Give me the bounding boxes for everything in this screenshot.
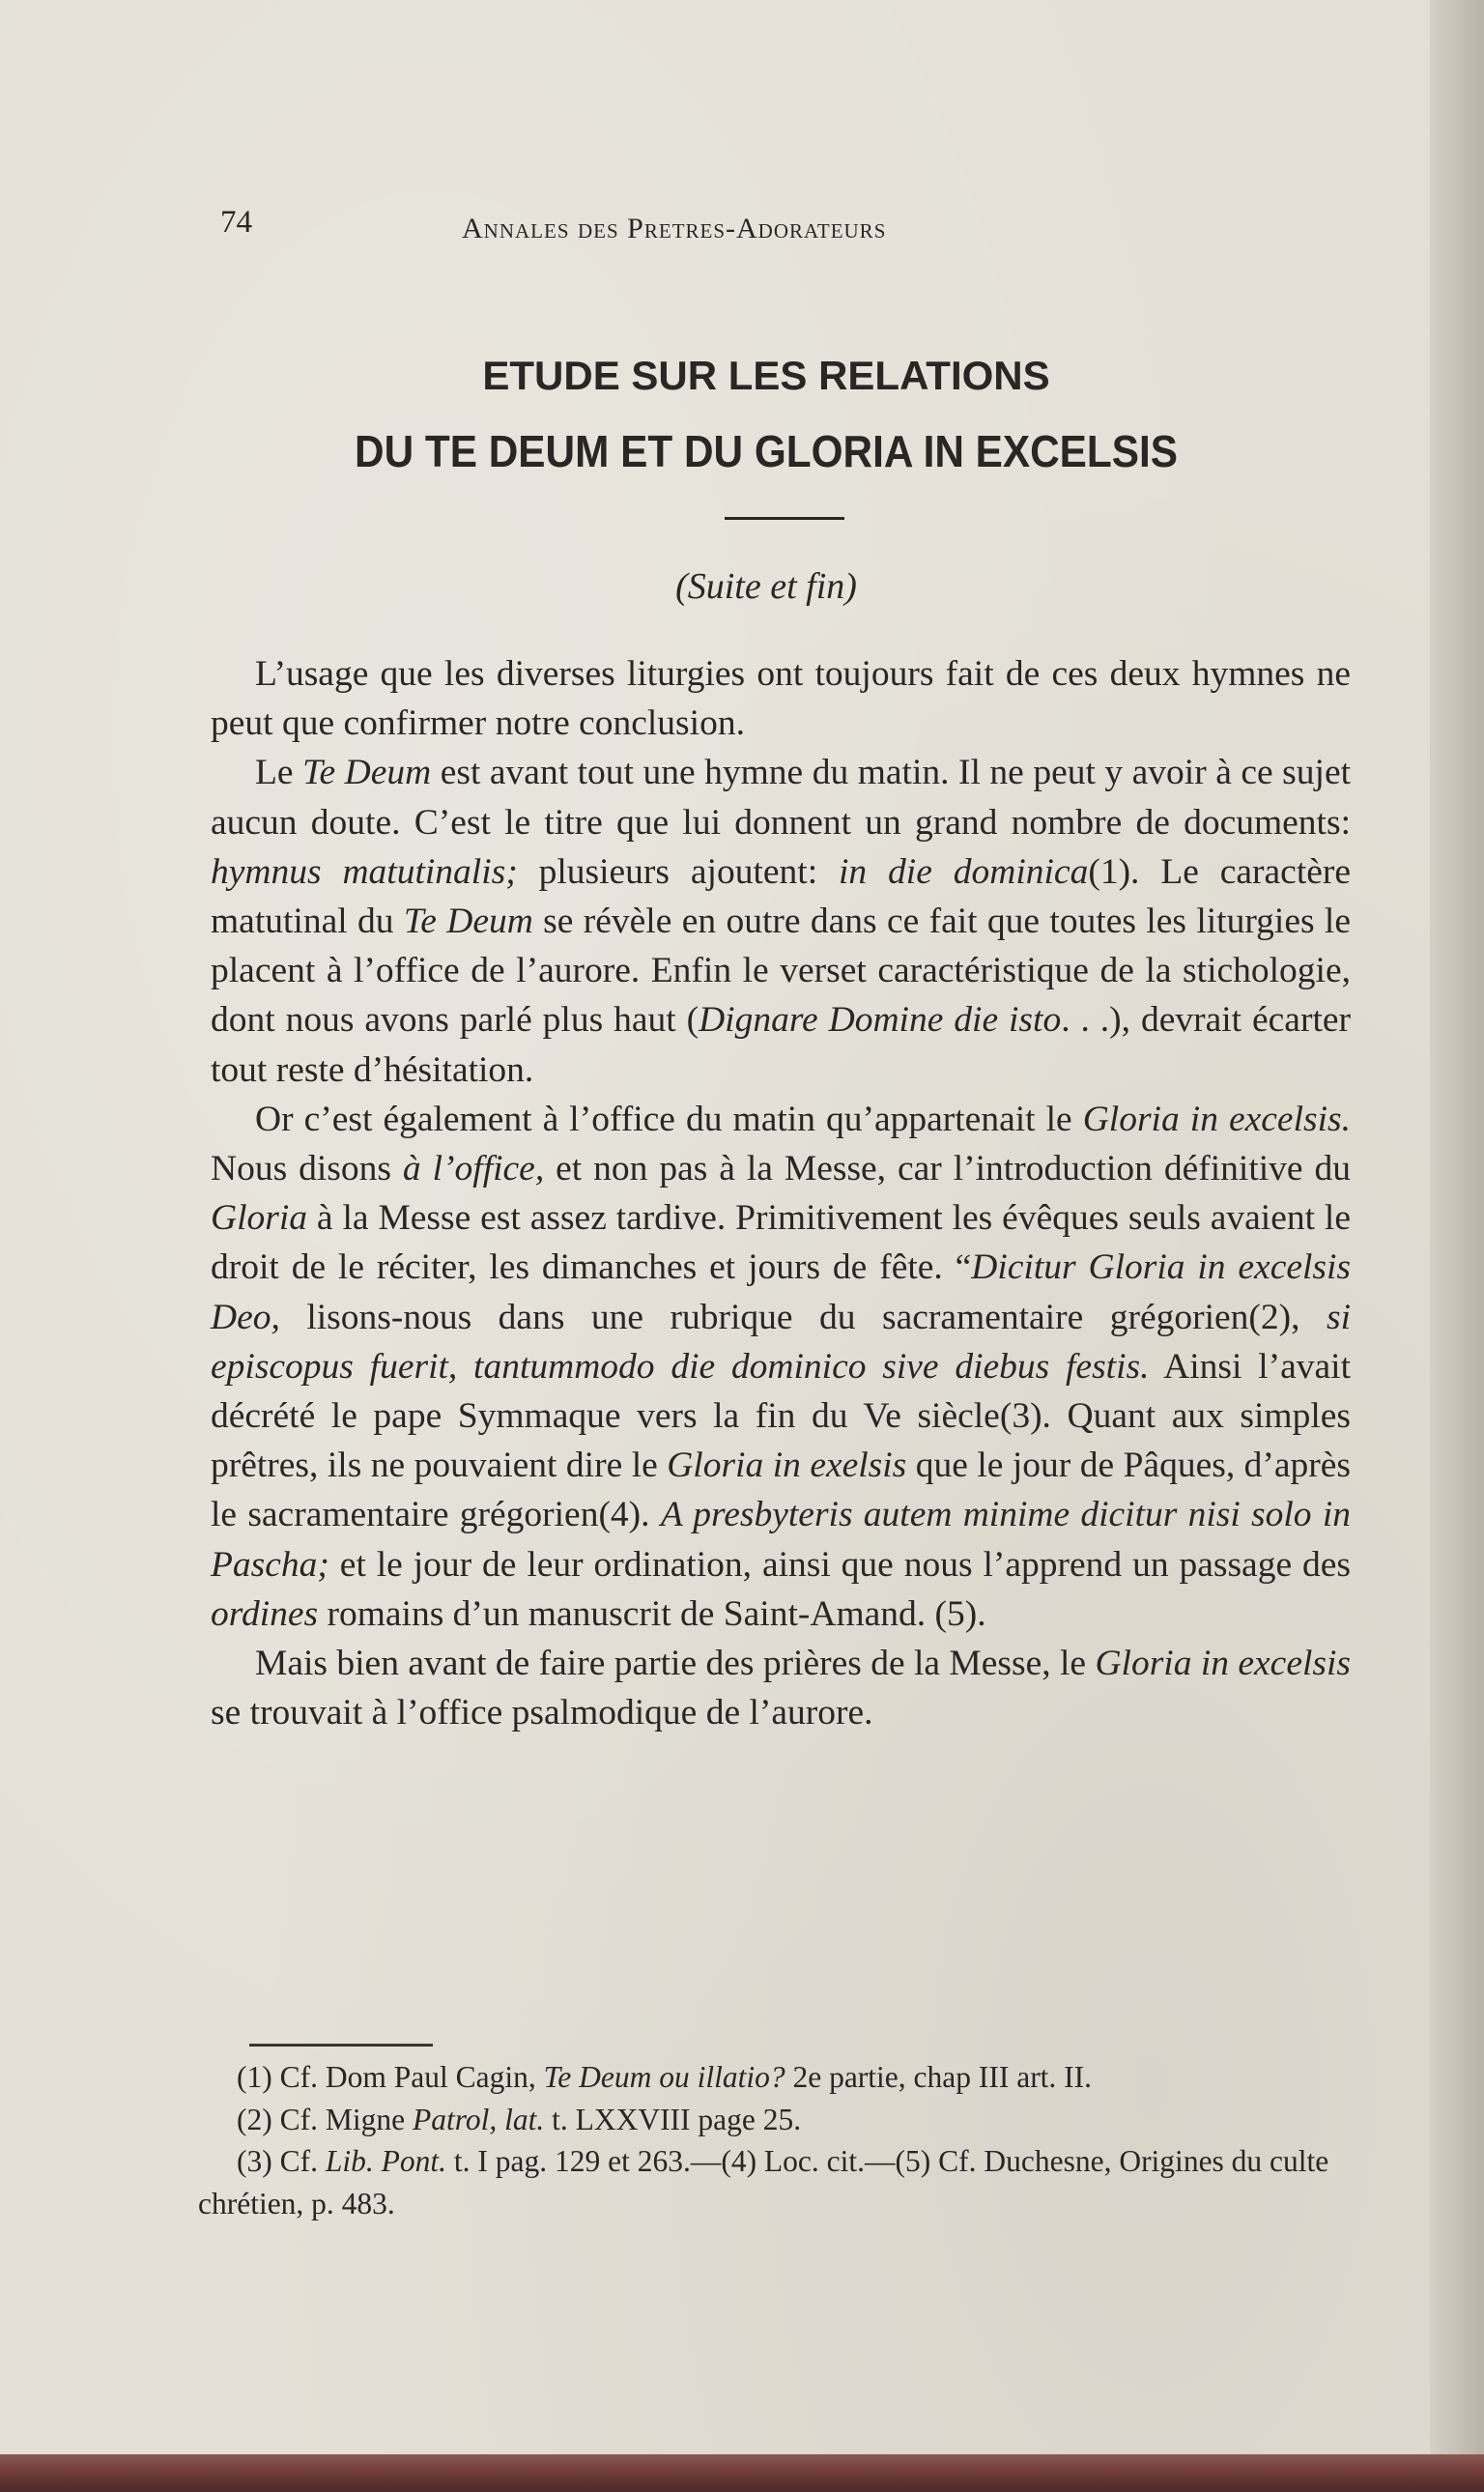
footnotes [198, 2056, 1348, 2224]
book-gutter [1430, 0, 1484, 2492]
article-body [211, 649, 1351, 1737]
footnote-1: (1) Cf. Dom Paul Cagin, Te Deum ou illatio? 2e partie, chap III art. II. [237, 2060, 1093, 2094]
running-title: Annales des Pretres-Adorateurs [462, 213, 887, 244]
paragraph-2: Le Te Deum est avant tout une hymne du matin. Il ne peut y avoir à ce sujet aucun doute. C’est le titre que lui donnent un grand nombre de documents: hymnus matutinalis; plusieurs ajoutent: in die dominica(1). Le caractère matutinal du Te Deum se révèle en outre dans ce fait que toutes les liturgies le placent à l’office de l’aurore. Enfin le verset caractéristique de la stichologie, dont nous avons parlé plus haut (Dignare Domine die isto. . .), devrait écarter tout reste d’hésitation. [211, 753, 1352, 1090]
article-subtitle: (Suite et fin) [675, 566, 857, 607]
paragraph-3: Or c’est également à l’office du matin qu’appartenait le Gloria in excelsis. Nous disons à l’office, et non pas à la Messe, car l’introduction définitive du Gloria à la Messe est assez tardive. Primitivement les évêques seuls avaient le droit de le réciter, les dimanches et jours de fête. “Dicitur Gloria in excelsis Deo, lisons-nous dans une rubrique du sacramentaire grégorien(2), si episcopus fuerit, tantummodo die dominico sive diebus festis. Ainsi l’avait décrété le pape Symmaque vers la fin du Ve siècle(3). Quant aux simples prêtres, ils ne pouvaient dire le Gloria in exelsis que le jour de Pâques, d’après le sacramentaire grégorien(4). A presbyteris autem minime dicitur nisi solo in Pascha; et le jour de leur ordination, ainsi que nous l’apprend un passage des ordines romains d’un manuscrit de Saint-Amand. (5). [211, 1099, 1352, 1634]
footnote-3: (3) Cf. Lib. Pont. t. I pag. 129 et 263.—(4) Loc. cit.—(5) Cf. Duchesne, Origines du culte chrétien, p. 483. [198, 2144, 1329, 2220]
article-title-line-2: DU TE DEUM ET DU GLORIA IN EXCELSIS [355, 426, 1178, 476]
paragraph-1: L’usage que les diverses liturgies ont toujours fait de ces deux hymnes ne peut que confirmer notre conclusion. [211, 654, 1351, 744]
title-rule [725, 517, 844, 520]
paragraph-4: Mais bien avant de faire partie des prières de la Messe, le Gloria in excelsis se trouvait à l’office psalmodique de l’aurore. [211, 1644, 1351, 1733]
book-cover-edge [0, 2454, 1484, 2492]
footnote-separator [249, 2044, 433, 2047]
footnote-2: (2) Cf. Migne Patrol, lat. t. LXXVIII page 25. [237, 2102, 802, 2136]
article-title-line-1: ETUDE SUR LES RELATIONS [482, 353, 1050, 398]
page-number: 74 [220, 205, 252, 240]
page-header [220, 205, 1312, 253]
